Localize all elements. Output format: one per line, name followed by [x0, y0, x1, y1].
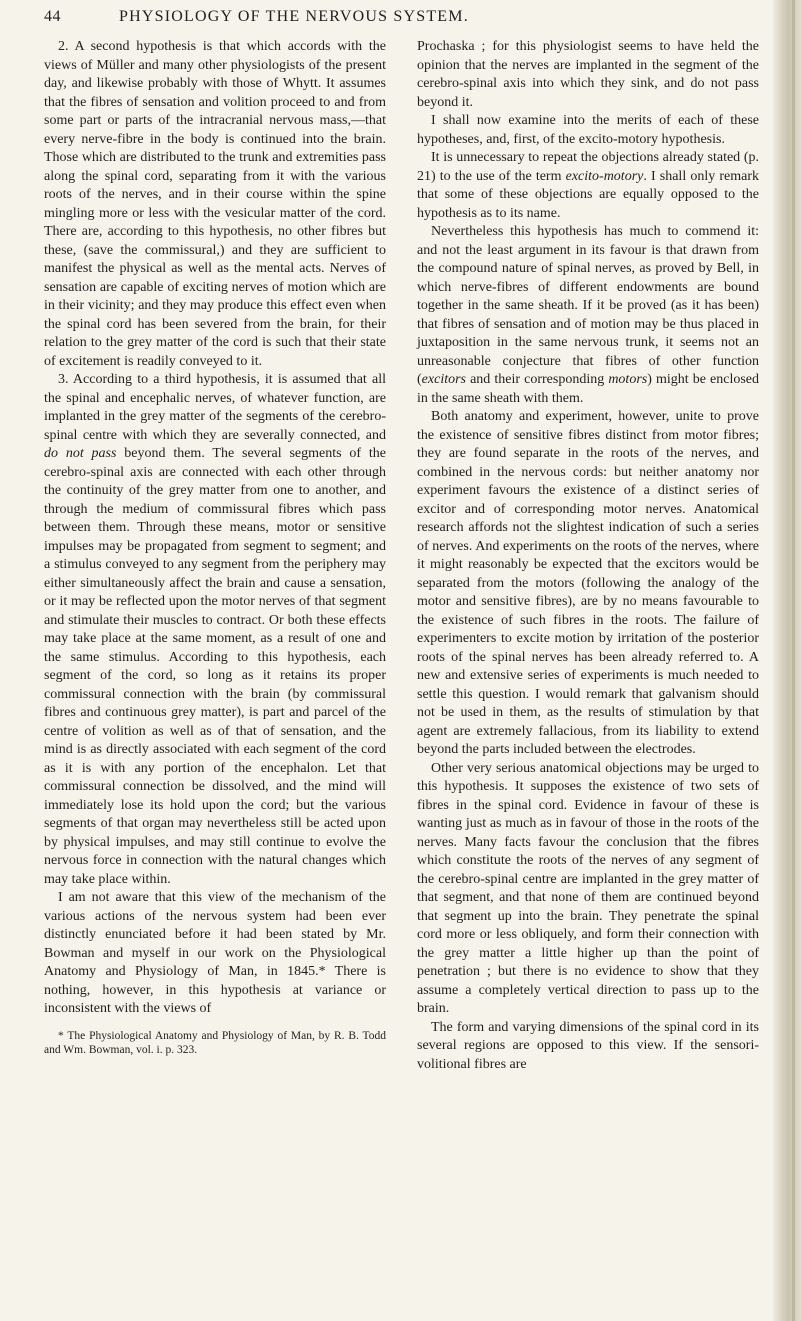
- emphasis-text: do not pass: [44, 446, 117, 461]
- text-segment: Nevertheless this hypothesis has much to commend it: and not the least argument in its favour is that drawn from the compound nature of spinal nerves, as proved by Bell, in which nerve-fibres of different endowments are bound together in the same sheath. If it be proved (as it has been) that fibres of sensation and of motion may be thus placed in juxtaposition in the same nervous trunk, it seems not an unreasonable conjecture that fibres of other function (: [417, 224, 759, 387]
- page-number: 44: [44, 8, 61, 25]
- scan-edge-line: [792, 0, 795, 1321]
- footnote-divider: [44, 1019, 386, 1029]
- paragraph-objections: Other very serious anatomical objections may be urged to this hypothesis. It supposes the existence of two sets of fibres in the spinal cord. Evidence in favour of these is wanting just as much as in favour of those in the roots of the nerves. Many facts favour the conclusion that the fibres which constitute the roots of the nerves of any segment of the cerebro-spinal centre are implanted in the grey matter of that segment, and that none of them are continued beyond that segment up into the brain. They penetrate the spinal cord more or less obliquely, and form their connection with the grey matter a little higher up than the point of penetration ; but there is no evidence to show that they assume a completely vertical direction to pass up to the brain.: [417, 760, 759, 1016]
- paragraph-prochaska: Prochaska ; for this physiologist seems to have held the opinion that the nerves are implanted in the segment of the cerebro-spinal axis into which they sink, and do not pass beyond it.: [417, 39, 759, 110]
- paragraph-author-note: I am not aware that this view of the mechanism of the various actions of the nervous system had been ever distinctly enunciated before it had been stated by Mr. Bowman and myself in our work on the Physiological Anatomy and Physiology of Man, in 1845.* There is nothing, however, in this hypothesis at variance or inconsistent with the views of: [44, 890, 386, 1016]
- paragraph-second-hypothesis: 2. A second hypothesis is that which accords with the views of Müller and many other physiologists of the present day, and likewise probably with those of Whytt. It assumes that the fibres of sensation and volition proceed to and from some part or parts of the intracranial nervous mass,—that every nerve-fibre in the body is continued into the brain. Those which are distributed to the trunk and extremities pass along the spinal cord, separating from it with the various roots of the nerves, and in their course within the spine mingling more or less with the vesicular matter of the cord. There are, according to this hypothesis, no other fibres but these, (save the commissural,) and they are sufficient to manifest the physical as well as the mental acts. Nerves of sensation are capable of exciting nerves of motion which are in their vicinity; and they may produce this effect even when the spinal cord has been severed from the brain, for their relation to the grey matter of the cord is such that their state of excitement is readily conveyed to it.: [44, 39, 386, 369]
- text-segment: and their corresponding: [466, 372, 609, 387]
- paragraph-examine: I shall now examine into the merits of each of these hypotheses, and, first, of the excito-motory hypothesis.: [417, 113, 759, 147]
- emphasis-text: excitors: [421, 372, 466, 387]
- right-column: [417, 38, 759, 1074]
- page-header: [44, 8, 764, 26]
- paragraph-anatomy-experiment: Both anatomy and experiment, however, unite to prove the existence of sensitive fibres distinct from motor fibres; they are found separate in the roots of the nerves, and combined in the nervous cords: but neither anatomy nor experiment favours the existence of a distinct series of excitor and of corresponding motor nerves. Anatomical research affords not the slightest indication of such a series of nerves. And experiments on the roots of the nerves, where it might reasonably be expected that the excitors would be separated from the motors (following the analogy of the motor and sensitive fibres), are by no means favourable to the existence of such fibres in the roots. The failure of experimenters to excite motion by irritation of the posterior roots of the spinal nerves has been already referred to. A new and extensive series of experiments is much needed to settle this question. I would remark that galvanism should not be used in them, as the results of stimulation by that agent are extremely fallacious, from its liability to extend beyond the parts included between the electrodes.: [417, 409, 759, 757]
- running-head: PHYSIOLOGY OF THE NERVOUS SYSTEM.: [119, 8, 469, 25]
- footnote: * The Physiological Anatomy and Physiology of Man, by R. B. Todd and Wm. Bowman, vol. i. p. 323.: [44, 1029, 386, 1056]
- emphasis-text: motors: [608, 372, 648, 387]
- text-segment: 3. According to a third hypothesis, it is assumed that all the spinal and encephalic nerves, of whatever function, are implanted in the grey matter of the segments of the cerebro-spinal centre with which they are severally connected, and: [44, 372, 386, 443]
- left-column: [44, 38, 386, 1057]
- paragraph-third-hypothesis: [44, 371, 386, 889]
- paragraph-term: [417, 149, 759, 223]
- text-segment: ) might be enclosed in the same sheath with them.: [417, 372, 759, 406]
- text-segment: . I shall only remark that some of these objections are equally opposed to the hypothesis as to its name.: [417, 168, 759, 221]
- paragraph-form-dimensions: The form and varying dimensions of the spinal cord in its several regions are opposed to this view. If the sensori-volitional fibres are: [417, 1019, 759, 1072]
- emphasis-text: excito-motory: [565, 168, 644, 184]
- text-segment: beyond them. The several segments of the cerebro-spinal axis are connected with each other through the continuity of the grey matter from one to another, and through the medium of commissural fibres which pass between them. Through these means, motor or sensitive impulses may be propagated from segment to segment; and a stimulus conveyed to any segment from the periphery may either simultaneously affect the brain and cause a sensation, or it may be reflected upon the motor nerves of that segment and stimulate their muscles to contract. Or both these effects may take place at the same moment, as a result of one and the same stimulus. According to this hypothesis, each segment of the cord, so long as it retains its proper commissural connection with the brain (by commissural fibres and continuous grey matter), is part and parcel of the centre of volition as well as of that of sensation, and the mind is as directly associated with each segment of the cord as it is with any portion of the encephalon. Let that commissural connection be dissolved, and the mind will immediately lose its hold upon the cord; but the various segments of that organ may nevertheless still be acted upon by physical impulses, and may still continue to evolve the nervous force in connection with the natural changes which may take place within.: [44, 446, 386, 887]
- paragraph-nevertheless: [417, 223, 759, 408]
- scan-edge-shadow: [773, 0, 801, 1321]
- text-segment: It is unnecessary to repeat the objections already stated (p. 21) to the use of the term: [417, 150, 759, 184]
